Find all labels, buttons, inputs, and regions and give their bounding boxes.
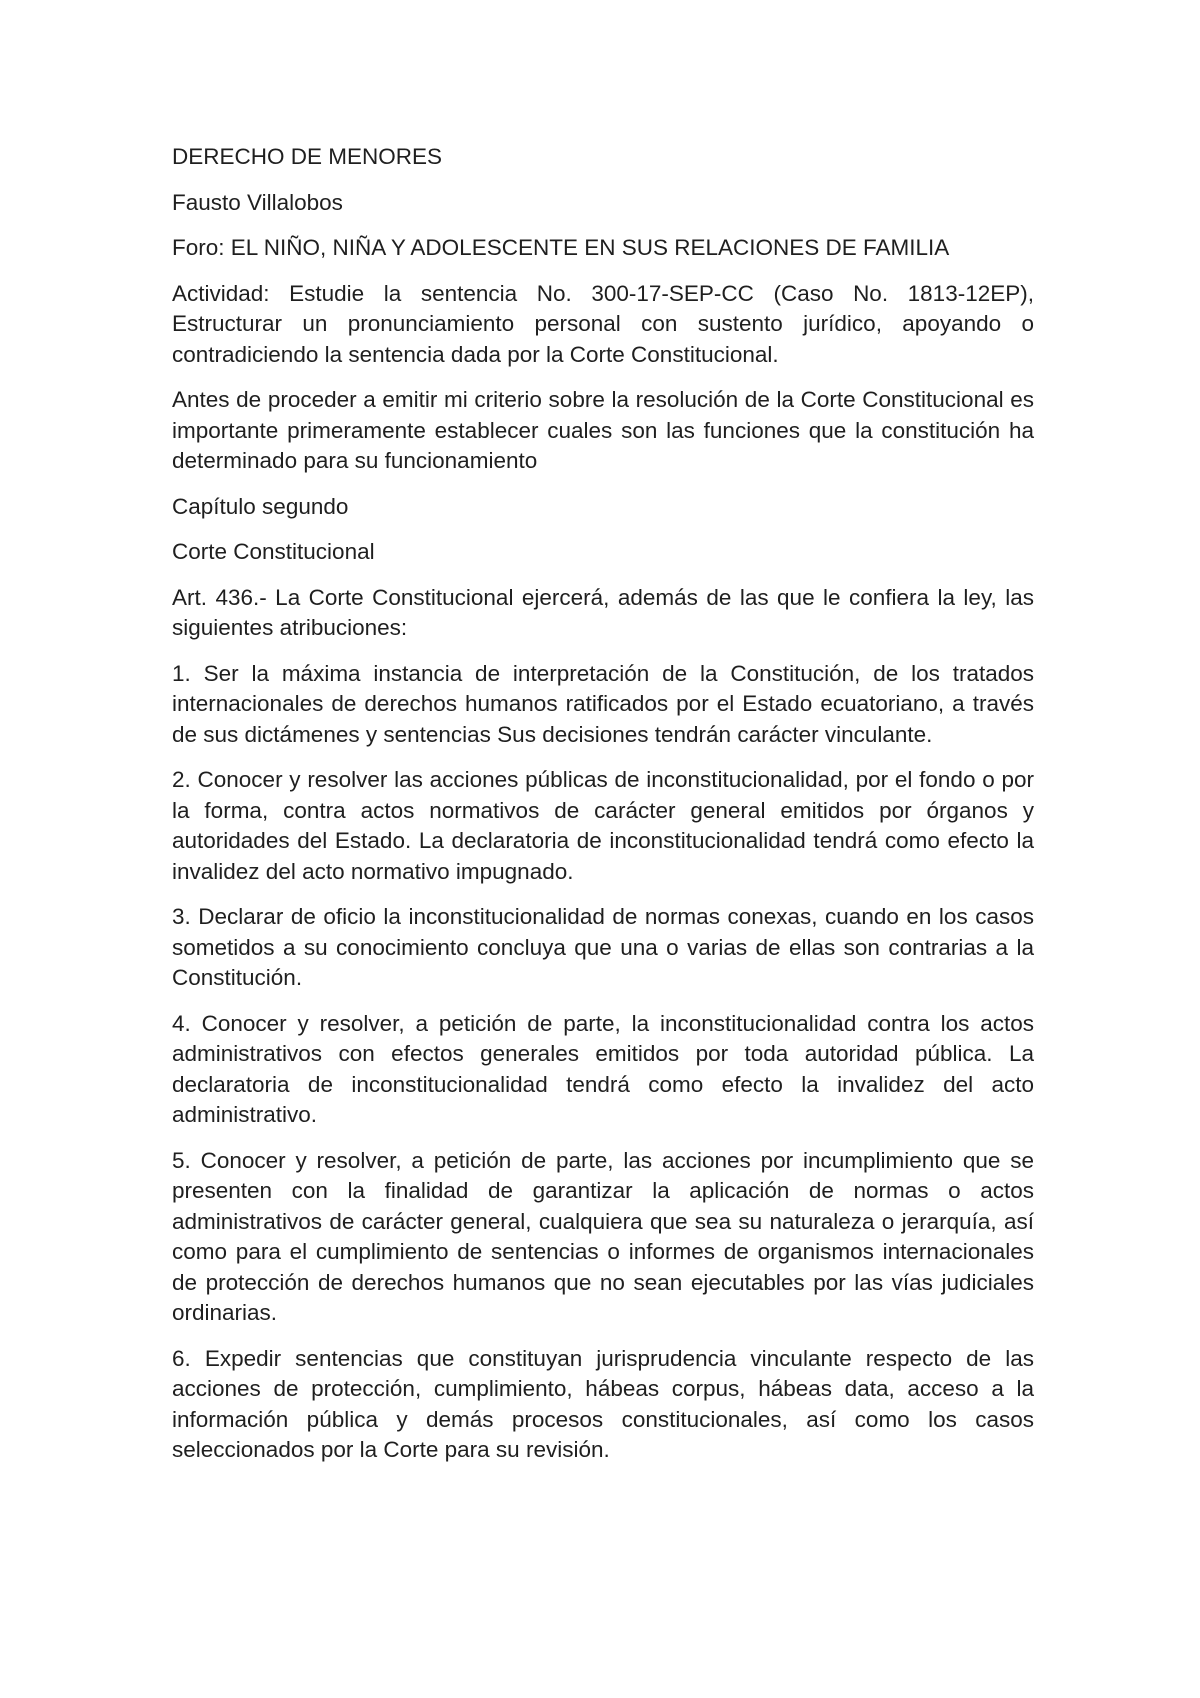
list-item: 6. Expedir sentencias que constituyan jurisprudencia vinculante respecto de las acciones de protección, cumplimiento, hábeas corpus, hábeas data, acceso a la información pública y demás procesos constitucionales, así como los casos seleccionados por la Corte para su revisión. (172, 1345, 1034, 1462)
document-title: DERECHO DE MENORES (172, 144, 443, 169)
document-body (172, 142, 1034, 1481)
author-name: Fausto Villalobos (172, 189, 343, 215)
intro-paragraph: Antes de proceder a emitir mi criterio sobre la resolución de la Corte Constitucional es importante primeramente establecer cuales son las funciones que la constitución ha determinado para su funcionamiento (172, 387, 1034, 473)
activity-paragraph: Actividad: Estudie la sentencia No. 300-17-SEP-CC (Caso No. 1813-12EP), Estructurar un pronunciamiento personal con sustento jurídico, apoyando o contradiciendo la sentencia dada por la Corte Constitucional. (172, 280, 1034, 367)
list-item: 5. Conocer y resolver, a petición de parte, las acciones por incumplimiento que se presenten con la finalidad de garantizar la aplicación de normas o actos administrativos de carácter general, cualquiera que sea su naturaleza o jerarquía, así como para el cumplimiento de sentencias o informes de organismos internacionales de protección de derechos humanos que no sean ejecutables por las vías judiciales ordinarias. (172, 1147, 1034, 1325)
list-item: 2. Conocer y resolver las acciones públicas de inconstitucionalidad, por el fondo o por la forma, contra actos normativos de carácter general emitidos por órganos y autoridades del Estado. La declaratoria de inconstitucionalidad tendrá como efecto la invalidez del acto normativo impugnado. (172, 767, 1034, 884)
list-item: 3. Declarar de oficio la inconstitucionalidad de normas conexas, cuando en los casos sometidos a su conocimiento concluya que una o varias de ellas son contrarias a la Constitución. (172, 904, 1034, 990)
list-item: 4. Conocer y resolver, a petición de parte, la inconstitucionalidad contra los actos administrativos con efectos generales emitidos por toda autoridad pública. La declaratoria de inconstitucionalidad tendrá como efecto la invalidez del acto administrativo. (172, 1010, 1034, 1127)
chapter-title: Corte Constitucional (172, 539, 375, 564)
article-paragraph: Art. 436.- La Corte Constitucional ejercerá, además de las que le confiera la ley, las siguientes atribuciones: (172, 584, 1034, 640)
chapter-heading: Capítulo segundo (172, 493, 349, 519)
list-item: 1. Ser la máxima instancia de interpretación de la Constitución, de los tratados internacionales de derechos humanos ratificados por el Estado ecuatoriano, a través de sus dictámenes y sentencias Sus decisiones tendrán carácter vinculante. (172, 660, 1034, 747)
forum-heading: Foro: EL NIÑO, NIÑA Y ADOLESCENTE EN SUS RELACIONES DE FAMILIA (172, 235, 950, 260)
